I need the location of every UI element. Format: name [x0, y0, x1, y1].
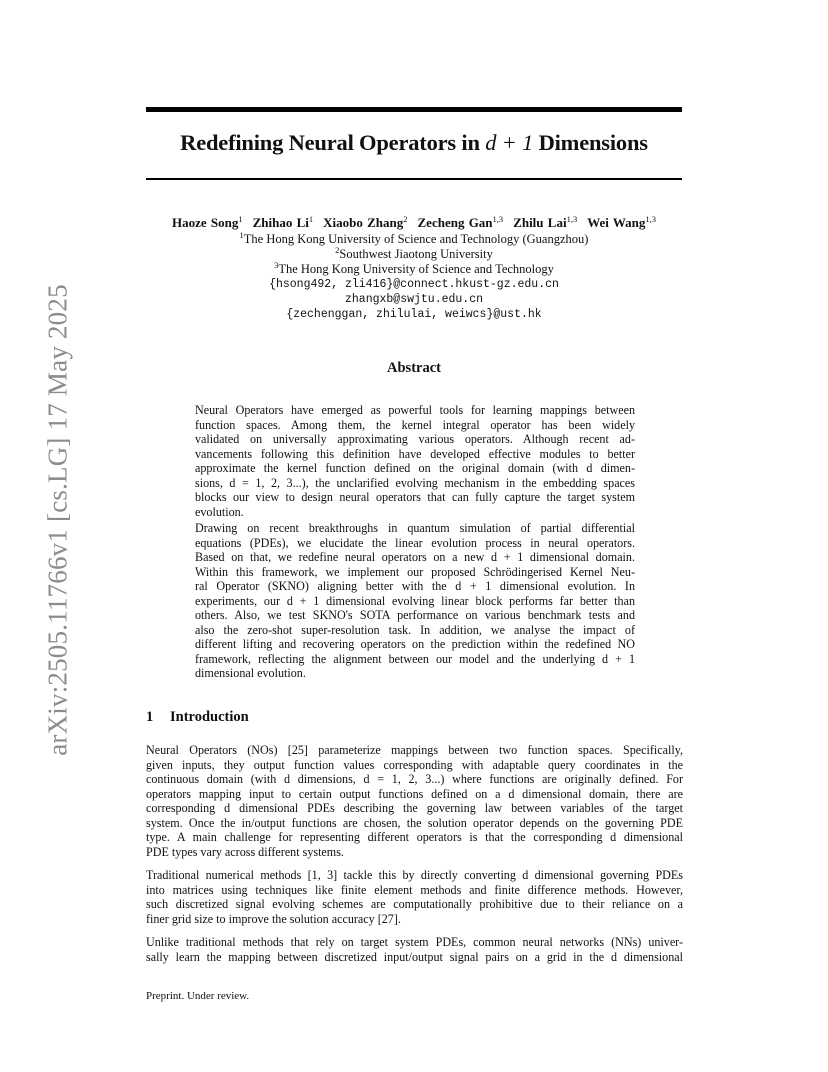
abstract-line: vancements following this definition have developed effective modules to better [195, 447, 635, 461]
author-name [587, 215, 656, 230]
paper-title [146, 130, 682, 156]
affiliation-2 [146, 247, 682, 262]
title-top-rule [146, 107, 682, 112]
section-title: Introduction [170, 709, 249, 725]
author-affiliation-sup: 1,3 [645, 214, 657, 224]
introduction-line: Traditional numerical methods [1, 3] tackle this by directly converting d dimensional governing PDEs [146, 868, 683, 882]
abstract-line: function spaces. Among them, the kernel integral operator has been widely [195, 418, 635, 432]
abstract-heading: Abstract [387, 360, 441, 376]
abstract-line: experiments, our d + 1 dimensional evolving linear block performs far better than [195, 594, 635, 608]
introduction-line: operators mapping input to certain output functions defined on a d dimensional domain, there are [146, 787, 683, 801]
author-name-text: Haoze Song [171, 215, 239, 230]
title-text-after: Dimensions [533, 130, 648, 155]
abstract-line: ral Operator (SKNO) aligning better with the d + 1 dimensional evolution. In [195, 579, 635, 593]
abstract-line: equations (PDEs), we elucidate the linear evolution process in neural operators. [195, 536, 635, 550]
abstract-line: approximate the kernel function defined on the original domain (with d dimen- [195, 461, 635, 475]
introduction-line: such discretized signal evolving schemes are computationally prohibitive due to their reliance on a [146, 897, 683, 911]
abstract-line: blocks our view to design neural operators that can fully capture the target system [195, 490, 635, 504]
affiliation-text: Southwest Jiaotong University [339, 247, 493, 261]
abstract-line: evolution. [195, 505, 244, 519]
author-name-text: Zhilu Lai [513, 215, 567, 230]
introduction-line: corresponding d dimensional PDEs describing the governing law between variables of the target [146, 801, 683, 815]
introduction-line: continuous domain (with d dimensions, d = 1, 2, 3...) where functions are originally defined. For [146, 772, 683, 786]
abstract-line: different lifting and recovering operators on the prediction within the redefined NO [195, 637, 635, 651]
abstract-line: Neural Operators have emerged as powerful tools for learning mappings between [195, 403, 635, 417]
affiliation-sup: 3 [274, 260, 279, 270]
introduction-line: PDE types vary across different systems. [146, 845, 344, 859]
title-math: d + 1 [485, 130, 534, 155]
affiliation-1 [146, 232, 682, 247]
abstract-line: Based on that, we redefine neural operators on a new d + 1 dimensional domain. [195, 550, 635, 564]
author-affiliation-sup: 2 [403, 214, 408, 224]
introduction-line: Neural Operators (NOs) [25] parameterize mappings between two function spaces. Specifically, [146, 743, 683, 757]
abstract-line: sions, d = 1, 2, 3...), the unclarified evolving mechanism in the embedding spaces [195, 476, 635, 490]
introduction-line: type. A main challenge for representing different operators is that the corresponding d dimensional [146, 830, 683, 844]
abstract-line: validated on universally approximating various operators. Although recent ad- [195, 432, 635, 446]
author-name [418, 215, 504, 230]
introduction-line: finer grid size to improve the solution accuracy [27]. [146, 912, 401, 926]
author-name [253, 215, 314, 230]
author-affiliation-sup: 1,3 [492, 214, 504, 224]
author-affiliation-sup: 1 [308, 214, 314, 224]
title-text-before: Redefining Neural Operators in [180, 130, 486, 155]
email-line: {hsong492, zli416}@connect.hkust-gz.edu.cn [269, 278, 559, 291]
author-affiliation-sup: 1 [238, 214, 243, 224]
author-name-text: Zecheng Gan [417, 215, 493, 230]
email-line: zhangxb@swjtu.edu.cn [344, 293, 484, 306]
affiliation-text: The Hong Kong University of Science and Technology [278, 262, 554, 276]
affiliation-text: The Hong Kong University of Science and Technology (Guangzhou) [243, 232, 589, 246]
introduction-line: into matrices using techniques like finite element methods and finite difference methods. However, [146, 883, 683, 897]
abstract-line: dimensional evolution. [195, 666, 306, 680]
title-bottom-rule [146, 178, 682, 180]
section-heading-introduction [146, 709, 249, 726]
author-affiliation-sup: 1,3 [566, 214, 578, 224]
affiliation-sup: 2 [335, 245, 340, 255]
affiliation-sup: 1 [239, 230, 244, 240]
section-number: 1 [146, 709, 154, 725]
introduction-line: Unlike traditional methods that rely on target system PDEs, common neural networks (NNs) univer- [146, 935, 683, 949]
abstract-line: others. Also, we test SKNO's SOTA performance on various benchmark tests and [195, 608, 635, 622]
author-name [513, 215, 577, 230]
abstract-line: Drawing on recent breakthroughs in quantum simulation of partial differential [195, 521, 635, 535]
arxiv-stamp-text: arXiv:2505.11766v1 [cs.LG] 17 May 2025 [42, 284, 73, 756]
page-footer: Preprint. Under review. [146, 990, 250, 1002]
email-line: {zechenggan, zhilulai, weiwcs}@ust.hk [286, 308, 542, 321]
abstract-line: Within this framework, we implement our proposed Schrödingerised Kernel Neu- [195, 565, 635, 579]
abstract-line: also the zero-shot super-resolution task. In addition, we analyse the impact of [195, 623, 635, 637]
author-name-text: Wei Wang [587, 215, 646, 230]
introduction-line: sally learn the mapping between discretized input/output signal pairs on a grid in the d dimensional [146, 950, 683, 964]
author-name [172, 215, 243, 230]
introduction-line: system. Once the in/output functions are chosen, the solution operator depends on the governing PDE [146, 816, 683, 830]
author-list [146, 215, 682, 231]
abstract-line: framework, reflecting the alignment between our model and the underlying d + 1 [195, 652, 635, 666]
author-name [323, 215, 407, 230]
author-name-text: Zhihao Li [252, 215, 309, 230]
introduction-line: given inputs, they output function values corresponding with adaptable query coordinates in the [146, 758, 683, 772]
affiliation-3 [146, 262, 682, 277]
author-name-text: Xiaobo Zhang [323, 215, 404, 230]
